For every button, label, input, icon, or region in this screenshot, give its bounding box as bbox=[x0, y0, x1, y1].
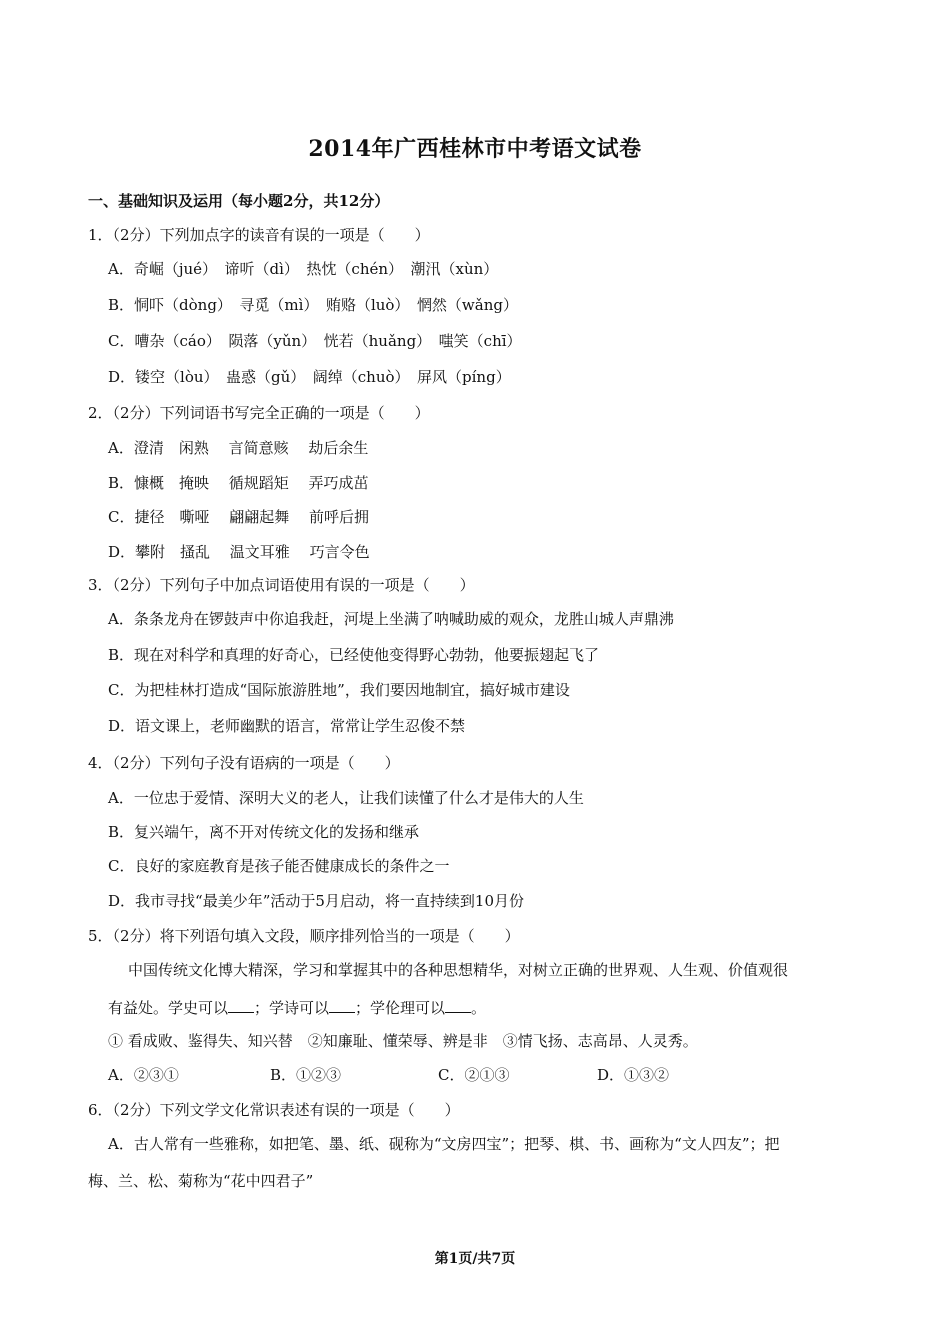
question-5-choice-b: B．①②③ bbox=[270, 1066, 342, 1084]
question-2-option-a: A．澄清 闲熟 言简意赅 劫后余生 bbox=[108, 439, 369, 457]
question-3-option-d: D．语文课上，老师幽默的语言，常常让学生忍俊不禁 bbox=[108, 717, 466, 735]
question-3-stem: 3．（2分）下列句子中加点词语使用有误的一项是（ ） bbox=[88, 576, 475, 594]
question-2-option-b: B．慷概 掩映 循规蹈矩 弄巧成茁 bbox=[108, 474, 369, 492]
passage-text: 有益处。学史可以 bbox=[108, 999, 229, 1017]
section-heading: 一、基础知识及运用（每小题2分，共12分） bbox=[88, 192, 390, 210]
blank-2 bbox=[329, 998, 355, 1013]
question-2-option-d: D．攀附 搔乱 温文耳雅 巧言令色 bbox=[108, 543, 370, 561]
passage-text: ；学伦理可以 bbox=[355, 999, 446, 1017]
question-1-option-d: D．镂空（lòu） 蛊惑（gǔ） 阔绰（chuò） 屏风（píng） bbox=[108, 368, 511, 386]
page-title: 2014年广西桂林市中考语文试卷 bbox=[308, 136, 642, 162]
question-5-choice-d: D．①③② bbox=[597, 1066, 670, 1084]
question-5-passage-line-2 bbox=[108, 997, 486, 1018]
question-4-option-c: C．良好的家庭教育是孩子能否健康成长的条件之一 bbox=[108, 857, 450, 875]
passage-text: 。 bbox=[471, 999, 487, 1017]
question-3-option-c: C．为把桂林打造成“国际旅游胜地”，我们要因地制宜，搞好城市建设 bbox=[108, 681, 570, 699]
question-4-option-d: D．我市寻找“最美少年”活动于5月启动，将一直持续到10月份 bbox=[108, 892, 524, 910]
question-1-option-b: B．恫吓（dòng） 寻觅（mì） 贿赂（luò） 惘然（wǎng） bbox=[108, 296, 518, 314]
question-3-option-b: B．现在对科学和真理的好奇心，已经使他变得野心勃勃，他要振翅起飞了 bbox=[108, 646, 600, 664]
question-5-choice-c: C．②①③ bbox=[438, 1066, 510, 1084]
question-5-passage-line-1: 中国传统文化博大精深，学习和掌握其中的各种思想精华，对树立正确的世界观、人生观、价值观很 bbox=[128, 961, 789, 979]
question-3-option-a: A．条条龙舟在锣鼓声中你追我赶，河堤上坐满了呐喊助威的观众，龙胜山城人声鼎沸 bbox=[108, 610, 674, 628]
passage-text: ；学诗可以 bbox=[254, 999, 330, 1017]
question-1-option-c: C．嘈杂（cáo） 陨落（yǔn） 恍若（huǎng） 嗤笑（chī） bbox=[108, 332, 522, 350]
question-5-choice-a: A．②③① bbox=[108, 1066, 179, 1084]
question-1-stem: 1．（2分）下列加点字的读音有误的一项是（ ） bbox=[88, 226, 430, 244]
question-6-option-a-line-1: A．古人常有一些雅称，如把笔、墨、纸、砚称为“文房四宝”；把琴、棋、书、画称为“文人四友”；把 bbox=[108, 1135, 780, 1153]
question-5-stem: 5．（2分）将下列语句填入文段，顺序排列恰当的一项是（ ） bbox=[88, 927, 520, 945]
question-5-items: ① 看成败、鉴得失、知兴替 ②知廉耻、懂荣辱、辨是非 ③情飞扬、志高昂、人灵秀。 bbox=[108, 1032, 698, 1050]
question-4-stem: 4．（2分）下列句子没有语病的一项是（ ） bbox=[88, 754, 400, 772]
question-4-option-b: B．复兴端午，离不开对传统文化的发扬和继承 bbox=[108, 823, 420, 841]
question-2-option-c: C．捷径 嘶哑 翩翩起舞 前呼后拥 bbox=[108, 508, 370, 526]
question-2-stem: 2．（2分）下列词语书写完全正确的一项是（ ） bbox=[88, 404, 430, 422]
question-1-option-a: A．奇崛（jué） 谛听（dì） 热忱（chén） 潮汛（xùn） bbox=[108, 260, 499, 278]
blank-3 bbox=[445, 998, 471, 1013]
question-6-stem: 6．（2分）下列文学文化常识表述有误的一项是（ ） bbox=[88, 1101, 460, 1119]
page-footer: 第1页/共7页 bbox=[434, 1251, 516, 1267]
blank-1 bbox=[228, 998, 254, 1013]
question-6-option-a-line-2: 梅、兰、松、菊称为“花中四君子” bbox=[88, 1172, 314, 1190]
question-4-option-a: A．一位忠于爱情、深明大义的老人，让我们读懂了什么才是伟大的人生 bbox=[108, 789, 584, 807]
